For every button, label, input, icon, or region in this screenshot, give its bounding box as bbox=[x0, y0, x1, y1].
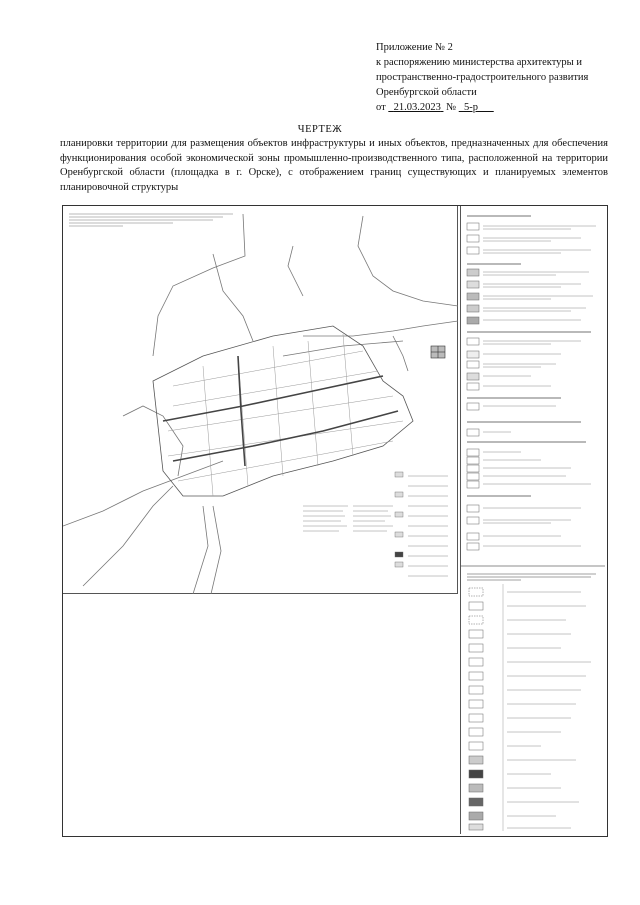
appendix-date-line bbox=[376, 100, 616, 115]
appendix-header bbox=[376, 40, 616, 115]
legend-upper-rows bbox=[467, 216, 596, 546]
legend-lower-rows bbox=[507, 592, 591, 828]
document-date: 21.03.2023 bbox=[393, 102, 441, 113]
map-legend bbox=[460, 206, 604, 834]
legend-lower-swatches bbox=[469, 588, 483, 830]
map-inner-legend-swatches bbox=[395, 472, 403, 567]
document-title: ЧЕРТЕЖ bbox=[297, 124, 343, 135]
appendix-line-2: к распоряжению министерства архитектуры и bbox=[376, 57, 582, 68]
appendix-number: Приложение № 2 bbox=[376, 42, 453, 53]
number-prefix: № bbox=[446, 102, 457, 113]
map-drawing bbox=[63, 206, 458, 594]
legend-lower-header bbox=[467, 574, 596, 580]
appendix-line-4: Оренбургской области bbox=[376, 87, 477, 98]
legend-upper-swatches bbox=[467, 223, 479, 550]
drawing-sheet bbox=[62, 205, 608, 837]
appendix-line-3: пространственно-градостроительного развития bbox=[376, 72, 589, 83]
document-description: планировки территории для размещения объектов инфраструктуры и иных объектов, предназначенных для обеспечения функционирования особой экономической зоны промышленно-производственного типа, расположенной на территории Оренбургской области (площадка в г. Орске), с отображением границ существующих и планируемых элементов планировочной структуры bbox=[60, 138, 608, 193]
legend-drawing bbox=[461, 206, 605, 834]
road-corridors bbox=[163, 356, 398, 466]
planning-blocks bbox=[168, 334, 403, 496]
document-number: 5-р bbox=[463, 102, 478, 113]
date-prefix: от bbox=[376, 102, 386, 113]
planning-zone bbox=[153, 326, 413, 496]
map-inner-legend bbox=[303, 476, 448, 576]
planning-map bbox=[63, 206, 458, 594]
hatched-object bbox=[431, 346, 445, 358]
map-header-lines bbox=[69, 214, 233, 226]
